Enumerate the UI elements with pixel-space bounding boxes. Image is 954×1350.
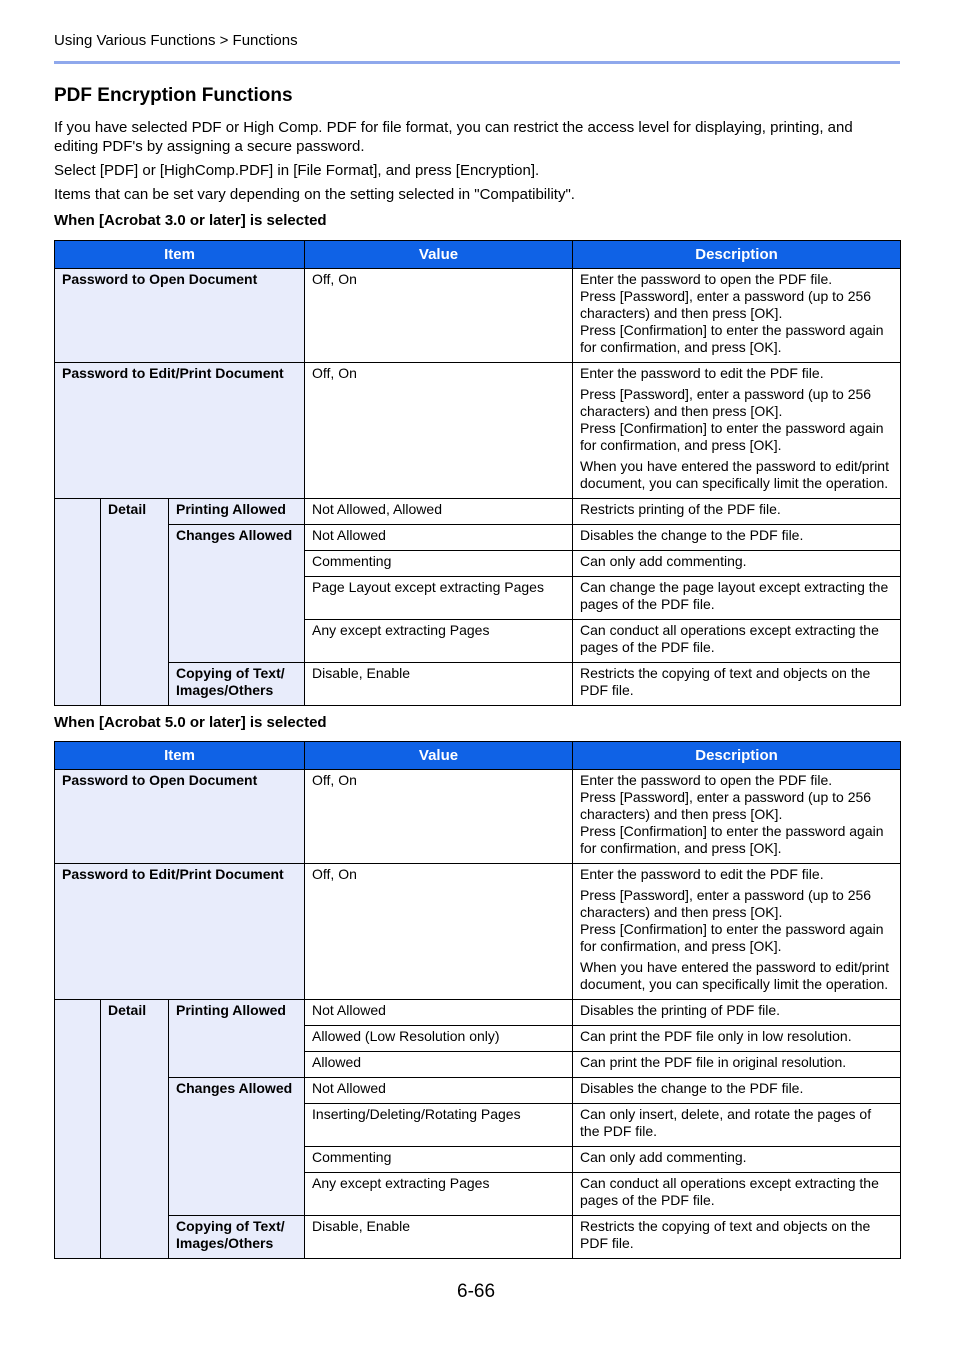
section-title: PDF Encryption Functions: [54, 85, 293, 106]
detail-label: Detail: [101, 1000, 169, 1259]
item-cell: Password to Open Document: [55, 770, 305, 864]
description-cell: Enter the password to open the PDF file. Press [Password], enter a password (up to 256 characters) and then press [OK]. Press [Confirmation] to enter the password again for confirmation, and press [OK].: [573, 269, 901, 363]
indent-cell: [55, 1000, 101, 1259]
description-cell: Restricts the copying of text and objects on the PDF file.: [573, 663, 901, 706]
value-cell: Disable, Enable: [305, 1216, 573, 1259]
description-line: Press [Password], enter a password (up to 256 characters) and then press [OK]. Press [Confirmation] to enter the password again for confirmation, and press [OK].: [580, 386, 884, 453]
detail-label: Detail: [101, 499, 169, 706]
description-cell: Can conduct all operations except extracting the pages of the PDF file.: [573, 620, 901, 663]
col-value-header: Value: [305, 742, 573, 770]
col-item-header: Item: [55, 742, 305, 770]
description-line: Enter the password to edit the PDF file.: [580, 866, 824, 882]
value-cell: Allowed (Low Resolution only): [305, 1026, 573, 1052]
table-row: [55, 525, 901, 551]
copying-label: Copying of Text/ Images/Others: [169, 663, 305, 706]
description-cell: Disables the change to the PDF file.: [573, 1078, 901, 1104]
description-cell: Can only add commenting.: [573, 1147, 901, 1173]
value-cell: Off, On: [305, 269, 573, 363]
acrobat3-heading: When [Acrobat 3.0 or later] is selected: [54, 212, 327, 229]
description-line: When you have entered the password to edit/print document, you can specifically limit the operation.: [580, 458, 889, 491]
col-value-header: Value: [305, 241, 573, 269]
table-header-row: [55, 241, 901, 269]
table-row: [55, 1078, 901, 1104]
acrobat5-table: [54, 741, 901, 1259]
description-cell: Can conduct all operations except extracting the pages of the PDF file.: [573, 1173, 901, 1216]
description-cell: [573, 864, 901, 1000]
value-cell: Allowed: [305, 1052, 573, 1078]
value-cell: Off, On: [305, 363, 573, 499]
description-cell: Can print the PDF file in original resolution.: [573, 1052, 901, 1078]
indent-cell: [55, 499, 101, 706]
value-cell: Any except extracting Pages: [305, 1173, 573, 1216]
description-cell: Can only insert, delete, and rotate the pages of the PDF file.: [573, 1104, 901, 1147]
table-row: [55, 864, 901, 1000]
description-cell: Restricts the copying of text and objects on the PDF file.: [573, 1216, 901, 1259]
value-cell: Page Layout except extracting Pages: [305, 577, 573, 620]
breadcrumb: Using Various Functions > Functions: [54, 32, 298, 49]
description-cell: Can print the PDF file only in low resolution.: [573, 1026, 901, 1052]
value-cell: Not Allowed: [305, 1078, 573, 1104]
description-cell: Enter the password to open the PDF file. Press [Password], enter a password (up to 256 characters) and then press [OK]. Press [Confirmation] to enter the password again for confirmation, and press [OK].: [573, 770, 901, 864]
col-description-header: Description: [573, 241, 901, 269]
value-cell: Any except extracting Pages: [305, 620, 573, 663]
value-cell: Commenting: [305, 1147, 573, 1173]
item-cell: Password to Open Document: [55, 269, 305, 363]
table-row: [55, 770, 901, 864]
table-header-row: [55, 742, 901, 770]
value-cell: Off, On: [305, 770, 573, 864]
acrobat5-heading: When [Acrobat 5.0 or later] is selected: [54, 714, 327, 731]
printing-allowed-label: Printing Allowed: [169, 499, 305, 525]
description-cell: [573, 363, 901, 499]
changes-allowed-label: Changes Allowed: [169, 525, 305, 663]
description-line: Enter the password to edit the PDF file.: [580, 365, 824, 381]
header-rule: [54, 61, 900, 64]
description-cell: Can change the page layout except extracting the pages of the PDF file.: [573, 577, 901, 620]
copying-label: Copying of Text/ Images/Others: [169, 1216, 305, 1259]
description-line: When you have entered the password to edit/print document, you can specifically limit the operation.: [580, 959, 889, 992]
col-description-header: Description: [573, 742, 901, 770]
description-line: Press [Password], enter a password (up to 256 characters) and then press [OK]. Press [Confirmation] to enter the password again for confirmation, and press [OK].: [580, 887, 884, 954]
printing-allowed-label: Printing Allowed: [169, 1000, 305, 1078]
item-cell: Password to Edit/Print Document: [55, 363, 305, 499]
description-cell: Disables the printing of PDF file.: [573, 1000, 901, 1026]
value-cell: Inserting/Deleting/Rotating Pages: [305, 1104, 573, 1147]
instruction-paragraph: Select [PDF] or [HighComp.PDF] in [File Format], and press [Encryption].: [54, 162, 540, 179]
compatibility-note: Items that can be set vary depending on the setting selected in "Compatibility".: [54, 186, 575, 203]
description-cell: Restricts printing of the PDF file.: [573, 499, 901, 525]
description-cell: Disables the change to the PDF file.: [573, 525, 901, 551]
value-cell: Not Allowed: [305, 1000, 573, 1026]
table-row: [55, 1000, 901, 1026]
table-row: [55, 499, 901, 525]
value-cell: Disable, Enable: [305, 663, 573, 706]
value-cell: Off, On: [305, 864, 573, 1000]
table-row: [55, 663, 901, 706]
col-item-header: Item: [55, 241, 305, 269]
acrobat3-table: [54, 240, 901, 706]
value-cell: Not Allowed, Allowed: [305, 499, 573, 525]
value-cell: Commenting: [305, 551, 573, 577]
table-row: [55, 1216, 901, 1259]
intro-paragraph: If you have selected PDF or High Comp. PDF for file format, you can restrict the access level for displaying, printing, and editing PDF's by assigning a secure password.: [54, 119, 853, 155]
description-cell: Can only add commenting.: [573, 551, 901, 577]
changes-allowed-label: Changes Allowed: [169, 1078, 305, 1216]
table-row: [55, 363, 901, 499]
page-number: 6-66: [457, 1281, 496, 1302]
item-cell: Password to Edit/Print Document: [55, 864, 305, 1000]
table-row: [55, 269, 901, 363]
value-cell: Not Allowed: [305, 525, 573, 551]
